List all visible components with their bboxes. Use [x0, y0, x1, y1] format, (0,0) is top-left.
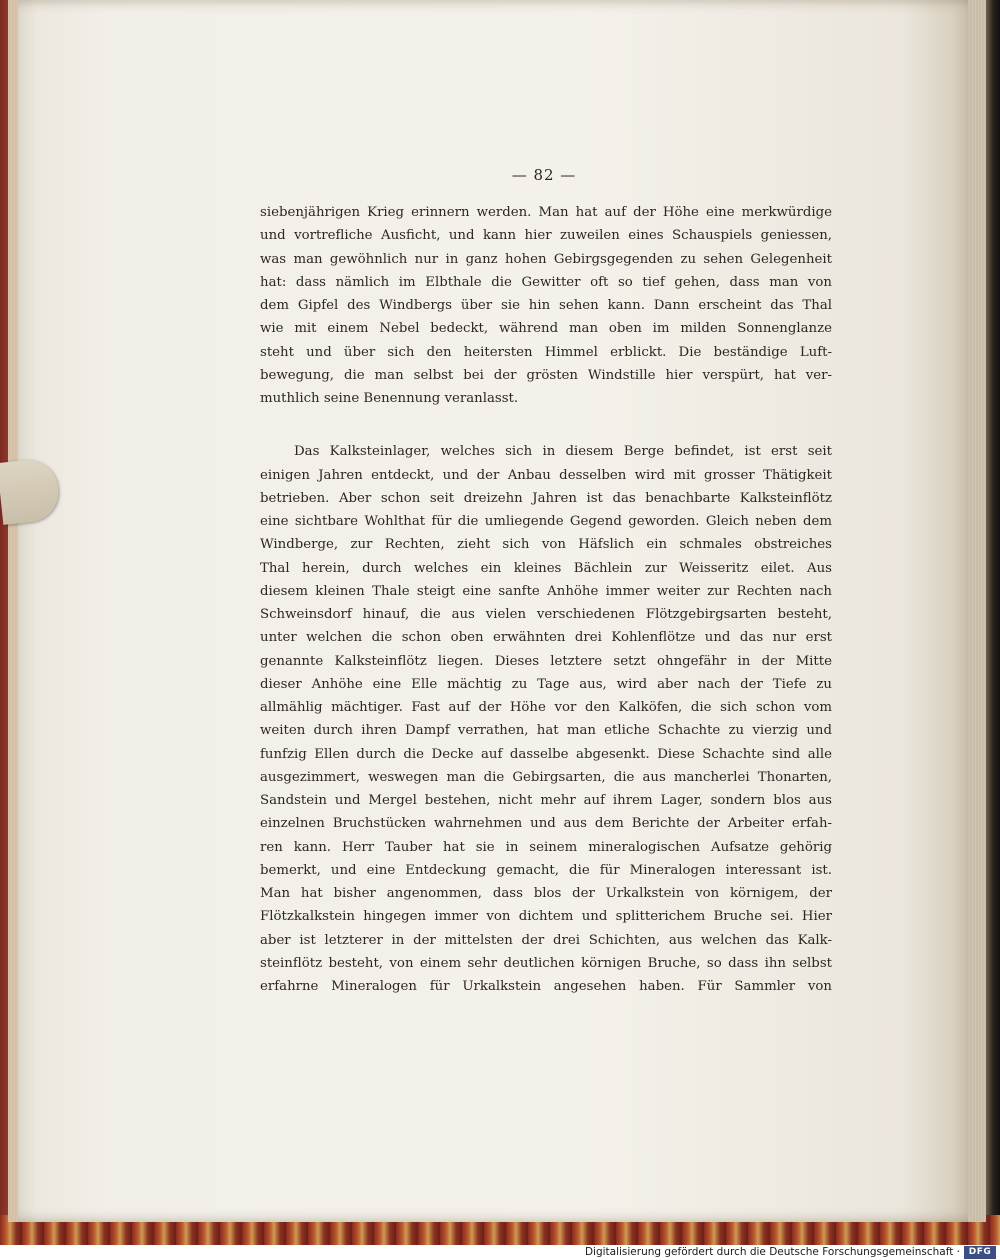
- text-line: ausgezimmert, weswegen man die Gebirgsarten, die aus mancherlei Thonarten,: [260, 769, 832, 785]
- paragraph-2: [260, 440, 832, 998]
- text-line: hat: dass nämlich im Elbthale die Gewitter oft so tief gehen, dass man von: [260, 274, 832, 290]
- text-line: Flötzkalkstein hingegen immer von dichtem und splitterichem Bruche sei. Hier: [260, 909, 832, 925]
- text-line: wie mit einem Nebel bedeckt, während man oben im milden Sonnenglanze: [260, 321, 832, 337]
- text-line: weiten durch ihren Dampf verrathen, hat man etliche Schachte zu vierzig und: [260, 723, 832, 739]
- text-line: steinflötz besteht, von einem sehr deutlichen körnigen Bruche, so dass ihn selbst: [260, 955, 832, 971]
- text-line: siebenjährigen Krieg erinnern werden. Man hat auf der Höhe eine merkwürdige: [260, 205, 832, 220]
- text-line: dieser Anhöhe eine Elle mächtig zu Tage aus, wird aber nach der Tiefe zu: [260, 676, 832, 692]
- text-line: Windberge, zur Rechten, zieht sich von Häfslich ein schmales obstreiches: [260, 537, 832, 553]
- text-line: aber ist letzterer in der mittelsten der drei Schichten, aus welchen das Kalk-: [260, 932, 832, 948]
- dfg-logo: DFG: [964, 1246, 996, 1259]
- text-line: Sandstein und Mergel bestehen, nicht mehr auf ihrem Lager, sondern blos aus: [260, 793, 832, 808]
- text-line: einzelnen Bruchstücken wahrnehmen und aus dem Berichte der Arbeiter erfah-: [260, 816, 832, 832]
- text-line: einigen Jahren entdeckt, und der Anbau desselben wird mit grosser Thätigkeit: [260, 467, 832, 483]
- text-line: Das Kalksteinlager, welches sich in diesem Berge befindet, ist erst seit: [294, 444, 832, 460]
- text-line: dem Gipfel des Windbergs über sie hin sehen kann. Dann erscheint das Thal: [260, 298, 832, 313]
- text-line: bewegung, die man selbst bei der grösten Windstille hier verspürt, hat ver-: [260, 367, 832, 383]
- text-line: Schweinsdorf hinauf, die aus vielen verschiedenen Flötzgebirgsarten besteht,: [260, 607, 832, 622]
- text-line: Man hat bisher angenommen, dass blos der Urkalkstein von körnigem, der: [260, 886, 832, 901]
- text-line: erfahrne Mineralogen für Urkalkstein angesehen haben. Für Sammler von: [260, 979, 832, 994]
- text-line: bemerkt, und eine Entdeckung gemacht, die für Mineralogen interessant ist.: [260, 862, 832, 878]
- page-number: — 82 —: [511, 166, 577, 184]
- text-line: ren kann. Herr Tauber hat sie in seinem mineralogischen Aufsatze gehörig: [260, 839, 832, 855]
- text-line: allmählig mächtiger. Fast auf der Höhe vor den Kalköfen, die sich schon vom: [260, 700, 832, 715]
- text-line: Thal herein, durch welches ein kleines Bächlein zur Weisseritz eilet. Aus: [260, 560, 832, 576]
- digitization-footer: [0, 1245, 1000, 1260]
- text-line: und vortrefliche Ausficht, und kann hier zuweilen eines Schauspiels geniessen,: [260, 228, 832, 244]
- page-text: [260, 201, 832, 998]
- text-line: eine sichtbare Wohlthat für die umliegende Gegend geworden. Gleich neben dem: [260, 514, 832, 529]
- text-line: diesem kleinen Thale steigt eine sanfte Anhöhe immer weiter zur Rechten nach: [260, 583, 832, 599]
- book-page: [8, 0, 980, 1222]
- text-line: funfzig Ellen durch die Decke auf dasselbe abgesenkt. Diese Schachte sind alle: [260, 746, 832, 762]
- text-line: steht und über sich den heitersten Himmel erblickt. Die beständige Luft-: [260, 344, 832, 360]
- text-line: unter welchen die schon oben erwähnten drei Kohlenflötze und das nur erst: [260, 630, 832, 646]
- funding-credit: Digitalisierung gefördert durch die Deutsche Forschungsgemeinschaft ·: [584, 1246, 960, 1258]
- paragraph-1: [260, 201, 832, 410]
- text-line: genannte Kalksteinflötz liegen. Dieses letztere setzt ohngefähr in der Mitte: [260, 653, 832, 669]
- text-line: was man gewöhnlich nur in ganz hohen Gebirgsgegenden zu sehen Gelegenheit: [260, 251, 832, 267]
- text-line: betrieben. Aber schon seit dreizehn Jahren ist das benachbarte Kalksteinflötz: [260, 490, 832, 506]
- text-line: muthlich seine Benennung veranlasst.: [260, 391, 519, 406]
